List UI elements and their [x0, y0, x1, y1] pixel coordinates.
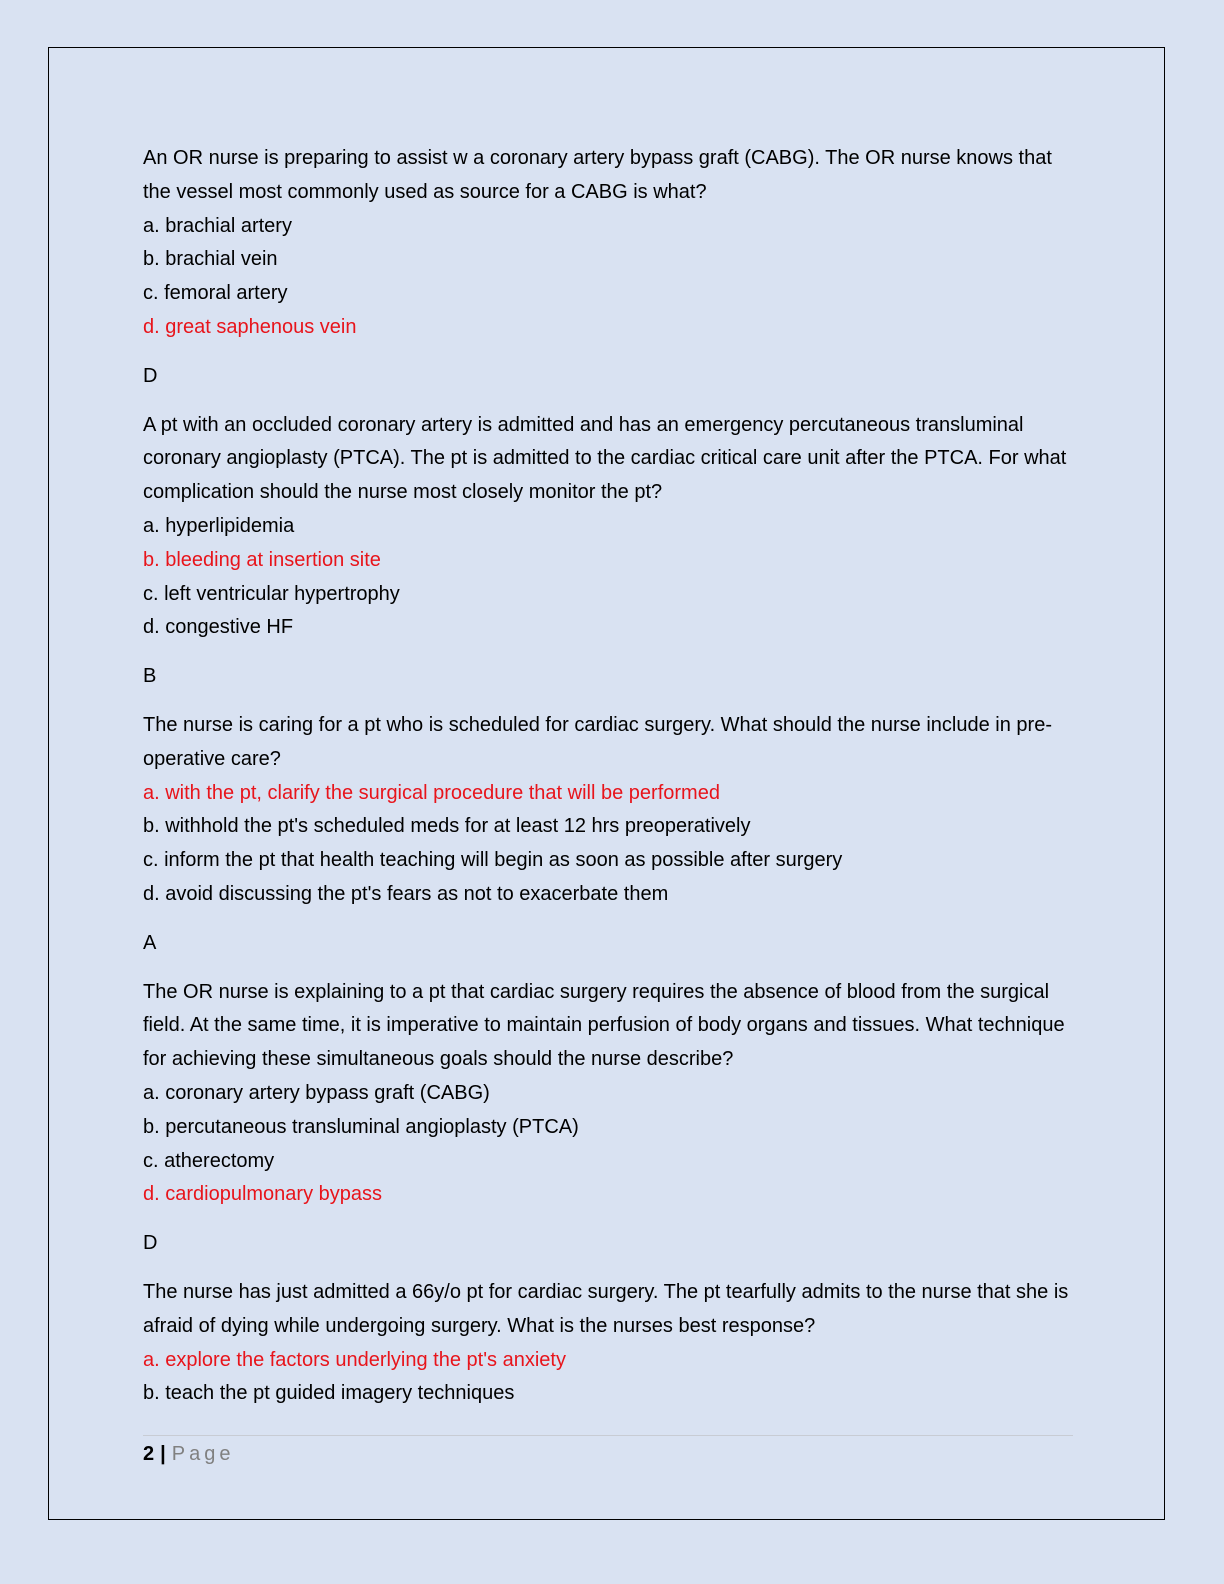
answer-key: A — [143, 931, 157, 954]
option-b: b. teach the pt guided imagery techniques — [143, 1382, 515, 1405]
footer-separator: | — [160, 1443, 166, 1465]
document-body — [143, 142, 1078, 1426]
option-d: d. avoid discussing the pt's fears as not to exacerbate them — [143, 882, 669, 905]
question-1 — [143, 142, 1078, 345]
option-c: c. atherectomy — [143, 1149, 275, 1172]
question-3 — [143, 709, 1078, 912]
page-label: Page — [171, 1443, 235, 1465]
question-text: A pt with an occluded coronary artery is admitted and has an emergency percutaneous transluminal coronary angioplasty (PTCA). The pt is admitted to the cardiac critical care unit after the PTCA. For what complication should the nurse most closely monitor the pt? — [143, 413, 1067, 504]
option-d-correct: d. cardiopulmonary bypass — [143, 1183, 383, 1206]
question-2 — [143, 409, 1078, 646]
option-c: c. left ventricular hypertrophy — [143, 582, 400, 605]
question-text: The nurse is caring for a pt who is scheduled for cardiac surgery. What should the nurse include in pre-operative care? — [143, 713, 1052, 770]
option-d-correct: d. great saphenous vein — [143, 315, 357, 338]
option-b: b. withhold the pt's scheduled meds for at least 12 hrs preoperatively — [143, 815, 751, 838]
option-b: b. brachial vein — [143, 248, 278, 271]
option-c: c. femoral artery — [143, 282, 288, 305]
question-5 — [143, 1276, 1078, 1411]
option-a: a. hyperlipidemia — [143, 514, 295, 537]
option-b: b. percutaneous transluminal angioplasty (PTCA) — [143, 1115, 579, 1138]
answer-key: B — [143, 665, 157, 688]
page-number: 2 — [143, 1443, 155, 1465]
option-c: c. inform the pt that health teaching will begin as soon as possible after surgery — [143, 849, 843, 872]
option-a-correct: a. with the pt, clarify the surgical procedure that will be performed — [143, 781, 720, 804]
answer-key: D — [143, 364, 158, 387]
answer-key: D — [143, 1232, 158, 1255]
question-text: An OR nurse is preparing to assist w a coronary artery bypass graft (CABG). The OR nurse knows that the vessel most commonly used as source for a CABG is what? — [143, 147, 1052, 203]
option-d: d. congestive HF — [143, 616, 294, 639]
question-text: The OR nurse is explaining to a pt that cardiac surgery requires the absence of blood from the surgical field. At the same time, it is imperative to maintain perfusion of body organs and tissues. What technique for achieving these simultaneous goals should the nurse describe? — [143, 980, 1065, 1071]
question-4 — [143, 976, 1078, 1213]
question-text: The nurse has just admitted a 66y/o pt for cardiac surgery. The pt tearfully admits to the nurse that she is afraid of dying while undergoing surgery. What is the nurses best response? — [143, 1280, 1069, 1337]
option-a-correct: a. explore the factors underlying the pt's anxiety — [143, 1348, 566, 1371]
page-footer — [143, 1440, 234, 1468]
option-b-correct: b. bleeding at insertion site — [143, 548, 381, 571]
footer-divider — [143, 1435, 1073, 1436]
option-a: a. brachial artery — [143, 214, 292, 237]
option-a: a. coronary artery bypass graft (CABG) — [143, 1081, 490, 1104]
